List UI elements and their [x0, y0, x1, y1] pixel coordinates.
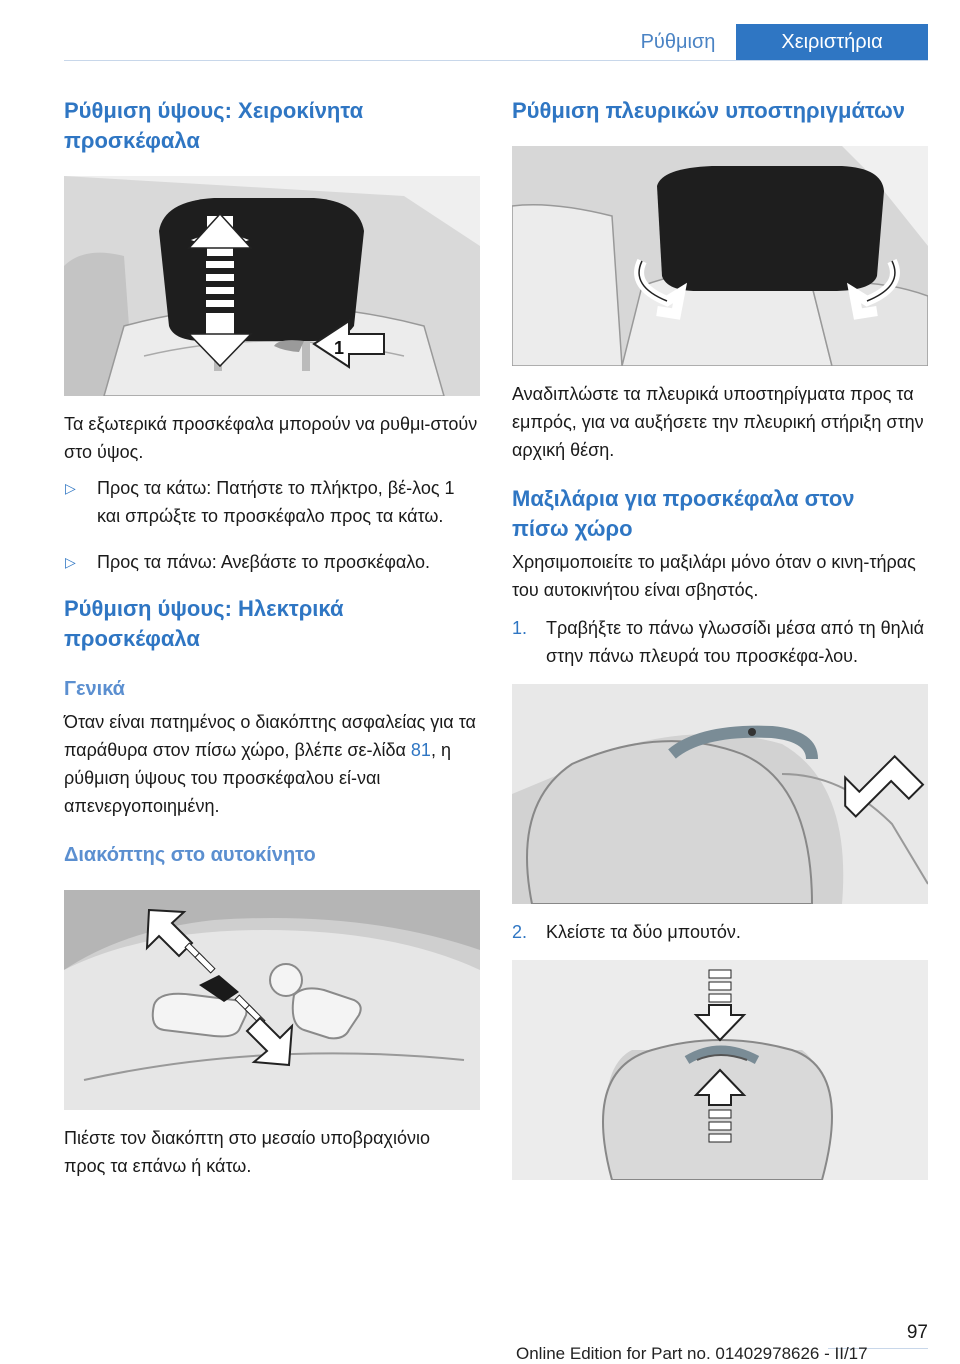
manual-headrest-illustration	[64, 176, 480, 396]
page-link-81[interactable]: 81	[410, 740, 431, 760]
rear-cushion-text: Χρησιμοποιείτε το μαξιλάρι μόνο όταν ο κινη-τήρας του αυτοκινήτου είναι σβηστός.	[512, 552, 916, 600]
left-column	[64, 96, 482, 1180]
list-item	[512, 614, 930, 670]
manual-headrest-intro: Τα εξωτερικά προσκέφαλα μπορούν να ρυθμι-στούν στο ύψος.	[64, 414, 478, 462]
cushion-buttons-illustration	[512, 960, 928, 1180]
cushion-tab-illustration	[512, 684, 928, 904]
page-number: 97	[906, 1322, 928, 1343]
heading-general: Γενικά	[64, 678, 125, 700]
header-rule	[64, 60, 928, 61]
switch-text: Πιέστε τον διακόπτη στο μεσαίο υποβραχιόνιο προς τα επάνω ή κάτω.	[64, 1128, 431, 1176]
side-support-text: Αναδιπλώστε τα πλευρικά υποστηρίγματα προς τα εμπρός, για να αυξήσετε την πλευρική στήριξη στην αρχική θέση.	[512, 384, 924, 460]
heading-switch: Διακόπτης στο αυτοκίνητο	[64, 844, 316, 866]
header-active-tab: Χειριστήρια	[736, 24, 928, 60]
heading-electric-headrest: Ρύθμιση ύψους: Ηλεκτρικά προσκέφαλα	[64, 596, 344, 651]
list-item	[64, 548, 482, 576]
heading-manual-headrest: Ρύθμιση ύψους: Χειροκίνητα προσκέφαλα	[64, 98, 364, 153]
heading-rear-cushion: Μαξιλάρια για προσκέφαλα στον πίσω χώρο	[512, 486, 855, 541]
header-section-tab: Ρύθμιση	[640, 31, 716, 53]
manual-headrest-steps	[64, 474, 482, 576]
step-number: 2.	[512, 922, 528, 942]
general-text-a: Όταν είναι πατημένος ο διακόπτης ασφαλείας για τα παράθυρα στον πίσω χώρο, βλέπε σε-λίδα	[64, 712, 476, 760]
edition-footer: Online Edition for Part no. 01402978626 - II/17	[516, 1344, 868, 1363]
triangle-marker-icon: ▷	[65, 480, 76, 496]
list-item	[512, 918, 930, 946]
triangle-marker-icon: ▷	[65, 554, 76, 570]
heading-side-support: Ρύθμιση πλευρικών υποστηριγμάτων	[512, 98, 905, 123]
callout-1: 1	[334, 338, 345, 358]
step-text: Τραβήξτε το πάνω γλωσσίδι μέσα από τη θηλιά στην πάνω πλευρά του προσκέφα-λου.	[546, 618, 925, 666]
general-text-b: , η ρύθμιση ύψους του προσκέφαλου εί-ναι απενεργοποιημένη.	[64, 740, 451, 816]
step-number: 1.	[512, 618, 528, 638]
general-text	[64, 708, 482, 820]
right-column	[512, 96, 930, 1180]
bullet-text: Προς τα κάτω: Πατήστε το πλήκτρο, βέ-λος 1 και σπρώξτε το προσκέφαλο προς τα κάτω.	[97, 478, 455, 526]
list-item	[64, 474, 482, 530]
cushion-steps	[512, 614, 930, 670]
side-support-illustration	[512, 146, 928, 366]
seat-switch-illustration	[64, 890, 480, 1110]
step-text: Κλείστε τα δύο μπουτόν.	[546, 922, 741, 942]
cushion-steps-2	[512, 918, 930, 946]
bullet-text: Προς τα πάνω: Ανεβάστε το προσκέφαλο.	[97, 552, 431, 572]
